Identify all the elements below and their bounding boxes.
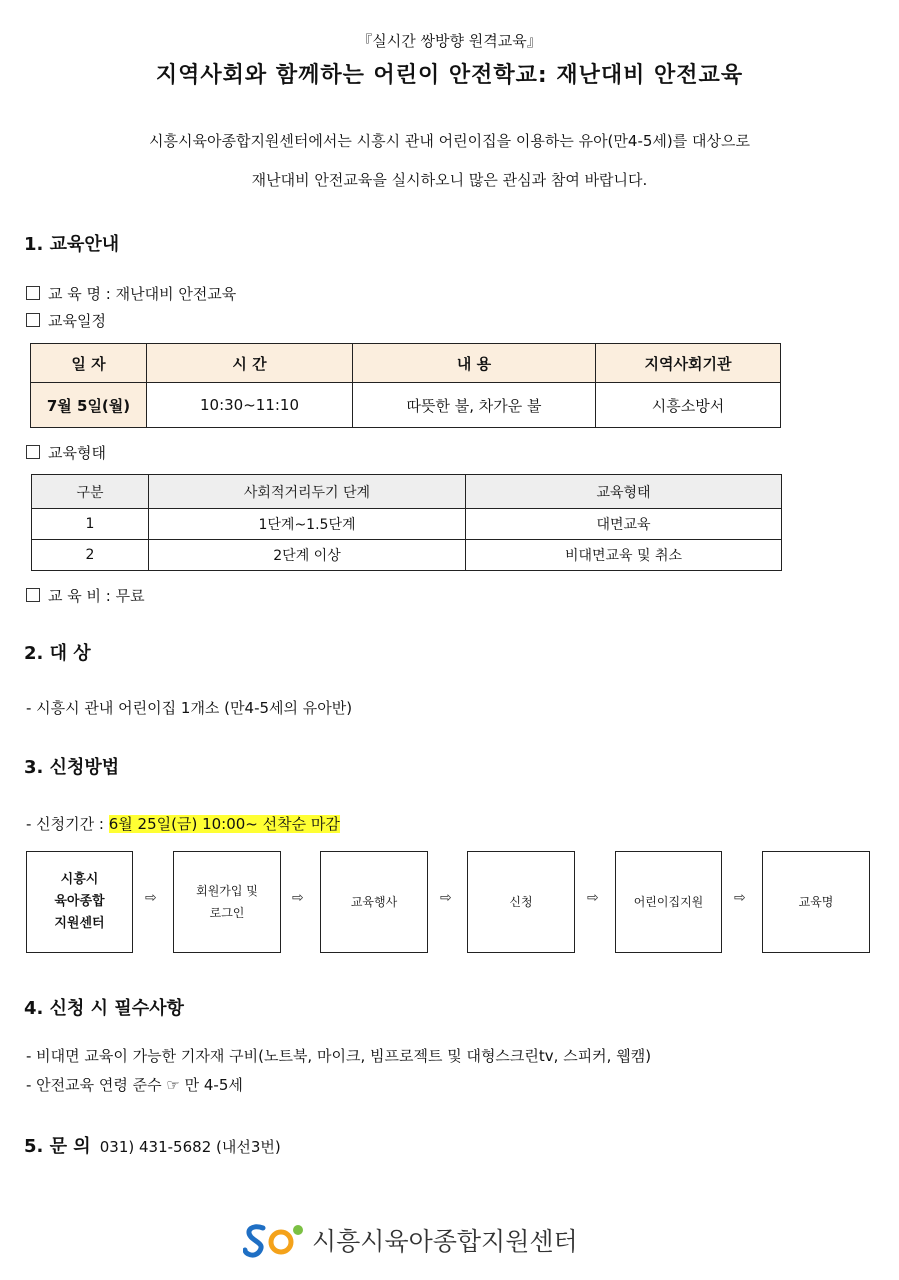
flow-step-signup bbox=[173, 851, 281, 953]
contact-phone: 031) 431-5682 (내선3번) bbox=[99, 1138, 281, 1156]
table-cell: 1단계~1.5단계 bbox=[149, 509, 466, 540]
table-cell: 1 bbox=[32, 509, 149, 540]
section-5-heading: 5. 문 의 bbox=[24, 1136, 91, 1157]
table-header-row bbox=[31, 344, 781, 383]
table-cell: 7월 5일(월) bbox=[31, 383, 147, 428]
intro-line-2: 재난대비 안전교육을 실시하오니 많은 관심과 참여 바랍니다. bbox=[251, 171, 648, 189]
fee-text: 교 육 비 : 무료 bbox=[48, 587, 145, 605]
application-period-label: - 신청기간 : bbox=[26, 815, 109, 833]
schedule-table bbox=[30, 343, 781, 428]
application-period-value: 6월 25일(금) 10:00~ 선착순 마감 bbox=[108, 815, 340, 833]
checkbox-icon bbox=[26, 588, 40, 602]
table-cell: 따뜻한 불, 차가운 불 bbox=[353, 383, 596, 428]
table-header-row bbox=[32, 475, 782, 509]
table-cell: 2단계 이상 bbox=[149, 540, 466, 571]
table-row bbox=[32, 540, 782, 571]
table-header-cell: 교육형태 bbox=[466, 475, 782, 509]
contact-line bbox=[24, 1132, 281, 1158]
flow-step-daycare-support: 어린이집지원 bbox=[615, 851, 722, 953]
target-line: - 시흥시 관내 어린이집 1개소 (만4-5세의 유아반) bbox=[26, 699, 353, 717]
table-cell: 비대면교육 및 취소 bbox=[466, 540, 782, 571]
table-cell: 10:30~11:10 bbox=[147, 383, 353, 428]
flow-step-apply: 신청 bbox=[467, 851, 575, 953]
course-name-text: 교 육 명 : 재난대비 안전교육 bbox=[48, 285, 237, 303]
flow-step-course-name: 교육명 bbox=[762, 851, 870, 953]
type-label: 교육형태 bbox=[48, 444, 106, 462]
type-label-line bbox=[26, 442, 106, 463]
flow-step-events: 교육행사 bbox=[320, 851, 428, 953]
course-name-line bbox=[26, 283, 236, 304]
table-header-cell: 시 간 bbox=[147, 344, 353, 383]
application-period-line bbox=[26, 813, 340, 834]
section-1-heading: 1. 교육안내 bbox=[24, 234, 120, 255]
flow-text: 로그인 bbox=[209, 906, 245, 920]
table-header-cell: 사회적거리두기 단계 bbox=[149, 475, 466, 509]
checkbox-icon bbox=[26, 313, 40, 327]
schedule-label: 교육일정 bbox=[48, 312, 106, 330]
arrow-right-icon: ⇨ bbox=[292, 890, 304, 906]
requirement-line-1: - 비대면 교육이 가능한 기자재 구비(노트북, 마이크, 빔프로젝트 및 대형스크린tv, 스피커, 웹캠) bbox=[26, 1047, 652, 1065]
table-row bbox=[31, 383, 781, 428]
subtitle: 『실시간 쌍방향 원격교육』 bbox=[357, 32, 542, 50]
intro-line-1: 시흥시육아종합지원센터에서는 시흥시 관내 어린이집을 이용하는 유아(만4-5세)를 대상으로 bbox=[149, 132, 750, 150]
checkbox-icon bbox=[26, 286, 40, 300]
table-cell: 시흥소방서 bbox=[596, 383, 781, 428]
flow-step-start bbox=[26, 851, 133, 953]
arrow-right-icon: ⇨ bbox=[587, 890, 599, 906]
flow-text: 시흥시 bbox=[60, 872, 99, 887]
type-table bbox=[31, 474, 782, 571]
table-header-cell: 내 용 bbox=[353, 344, 596, 383]
flow-text: 육아종합 bbox=[54, 894, 105, 909]
table-header-cell: 구분 bbox=[32, 475, 149, 509]
table-row bbox=[32, 509, 782, 540]
table-cell: 대면교육 bbox=[466, 509, 782, 540]
table-cell: 2 bbox=[32, 540, 149, 571]
page-title: 지역사회와 함께하는 어린이 안전학교: 재난대비 안전교육 bbox=[155, 63, 744, 88]
checkbox-icon bbox=[26, 445, 40, 459]
org-name: 시흥시육아종합지원센터 bbox=[312, 1227, 578, 1256]
section-2-heading: 2. 대 상 bbox=[24, 643, 91, 664]
table-header-cell: 지역사회기관 bbox=[596, 344, 781, 383]
org-logo-icon bbox=[243, 1222, 305, 1258]
requirement-line-2: - 안전교육 연령 준수 ☞ 만 4-5세 bbox=[26, 1076, 243, 1094]
arrow-right-icon: ⇨ bbox=[734, 890, 746, 906]
fee-line bbox=[26, 585, 145, 606]
arrow-right-icon: ⇨ bbox=[440, 890, 452, 906]
table-header-cell: 일 자 bbox=[31, 344, 147, 383]
flow-text: 회원가입 및 bbox=[196, 884, 258, 898]
schedule-label-line bbox=[26, 310, 106, 331]
section-3-heading: 3. 신청방법 bbox=[24, 757, 120, 778]
arrow-right-icon: ⇨ bbox=[145, 890, 157, 906]
flow-text: 지원센터 bbox=[54, 916, 105, 931]
section-4-heading: 4. 신청 시 필수사항 bbox=[24, 998, 184, 1019]
